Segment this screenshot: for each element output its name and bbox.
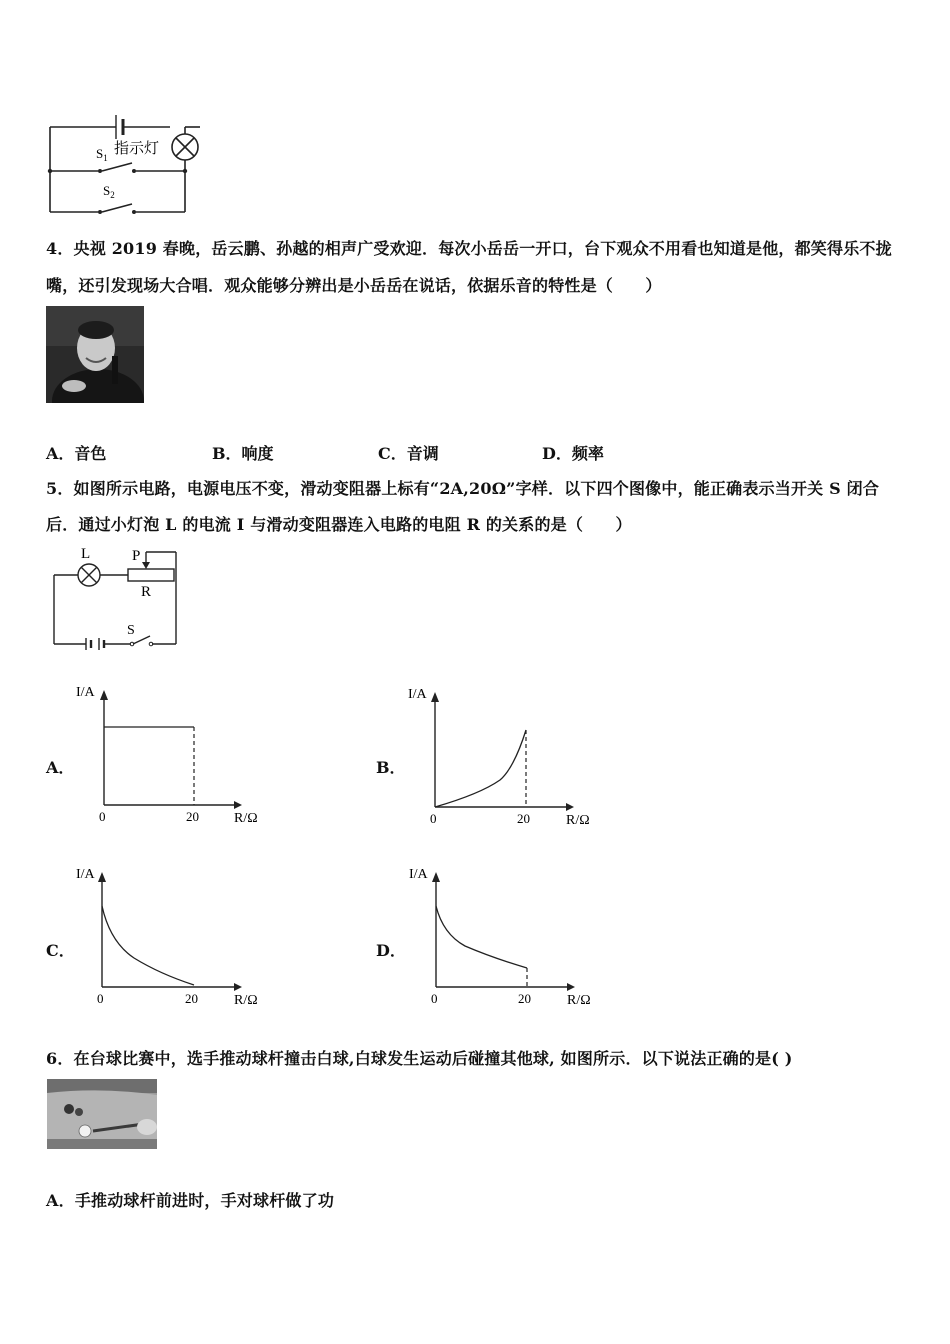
- q4-option-c[interactable]: C．音调: [378, 444, 439, 463]
- graph-c-xtick: 20: [185, 991, 198, 1006]
- question-4-line-2: 嘴，还引发现场大合唱．观众能够分辨出是小岳岳在说话，依据乐音的特性是（ ）: [46, 276, 662, 295]
- graph-b-xtick: 20: [517, 811, 530, 826]
- graph-d-origin: 0: [431, 991, 438, 1006]
- rheostat-circuit: [46, 542, 186, 654]
- q5-option-d-label[interactable]: D．: [376, 941, 406, 960]
- graph-b-origin: 0: [430, 811, 437, 826]
- graph-c: [70, 862, 270, 1012]
- graph-a-xlabel: R/Ω: [234, 811, 258, 826]
- graph-c-origin: 0: [97, 991, 104, 1006]
- resistor-r-label: R: [141, 584, 152, 600]
- graph-c-ylabel: I/A: [76, 867, 95, 882]
- billiards-photo: [47, 1079, 157, 1149]
- q5-option-c-label[interactable]: C．: [46, 941, 75, 960]
- q4-option-d[interactable]: D．频率: [542, 444, 604, 463]
- q6-option-a[interactable]: A．手推动球杆前进时，手对球杆做了功: [46, 1191, 335, 1210]
- question-5-line-1: 5．如图所示电路，电源电压不变，滑动变阻器上标有“2A,20Ω”字样．以下四个图像中，能正确表示当开关 S 闭合: [46, 479, 880, 498]
- q5-option-b-label[interactable]: B．: [376, 758, 406, 777]
- question-6-line-1: 6．在台球比赛中，选手推动球杆撞击白球,白球发生运动后碰撞其他球, 如图所示．以下说法正确的是( ): [46, 1049, 793, 1068]
- graph-a: [70, 680, 270, 830]
- performer-photo: [46, 306, 144, 403]
- indicator-lamp-circuit: [40, 105, 210, 220]
- slider-p-label: P: [132, 548, 141, 564]
- switch-s-label: S: [127, 623, 135, 638]
- switch-s1-label: $S_1$: [96, 146, 108, 163]
- graph-d: [403, 862, 603, 1012]
- graph-b-ylabel: I/A: [408, 687, 427, 702]
- indicator-lamp-label: 指示灯: [114, 141, 160, 157]
- question-4-line-1: 4．央视 2019 春晚，岳云鹏、孙越的相声广受欢迎．每次小岳岳一开口，台下观众不用看也知道是他，都笑得乐不拢: [46, 239, 892, 258]
- q4-option-a[interactable]: A．音色: [46, 444, 107, 463]
- switch-s2-label: $S_2$: [103, 183, 115, 200]
- graph-a-xtick: 20: [186, 809, 199, 824]
- q4-option-b[interactable]: B．响度: [212, 444, 274, 463]
- graph-b-xlabel: R/Ω: [566, 813, 590, 828]
- graph-a-origin: 0: [99, 809, 106, 824]
- question-5-line-2: 后．通过小灯泡 L 的电流 I 与滑动变阻器连入电路的电阻 R 的关系的是（ ）: [46, 515, 632, 534]
- graph-d-xlabel: R/Ω: [567, 993, 591, 1008]
- q5-option-a-label[interactable]: A．: [46, 758, 75, 777]
- graph-d-xtick: 20: [518, 991, 531, 1006]
- lamp-l-label: L: [81, 546, 91, 562]
- graph-a-ylabel: I/A: [76, 685, 95, 700]
- graph-d-ylabel: I/A: [409, 867, 428, 882]
- graph-c-xlabel: R/Ω: [234, 993, 258, 1008]
- graph-b: [402, 682, 602, 832]
